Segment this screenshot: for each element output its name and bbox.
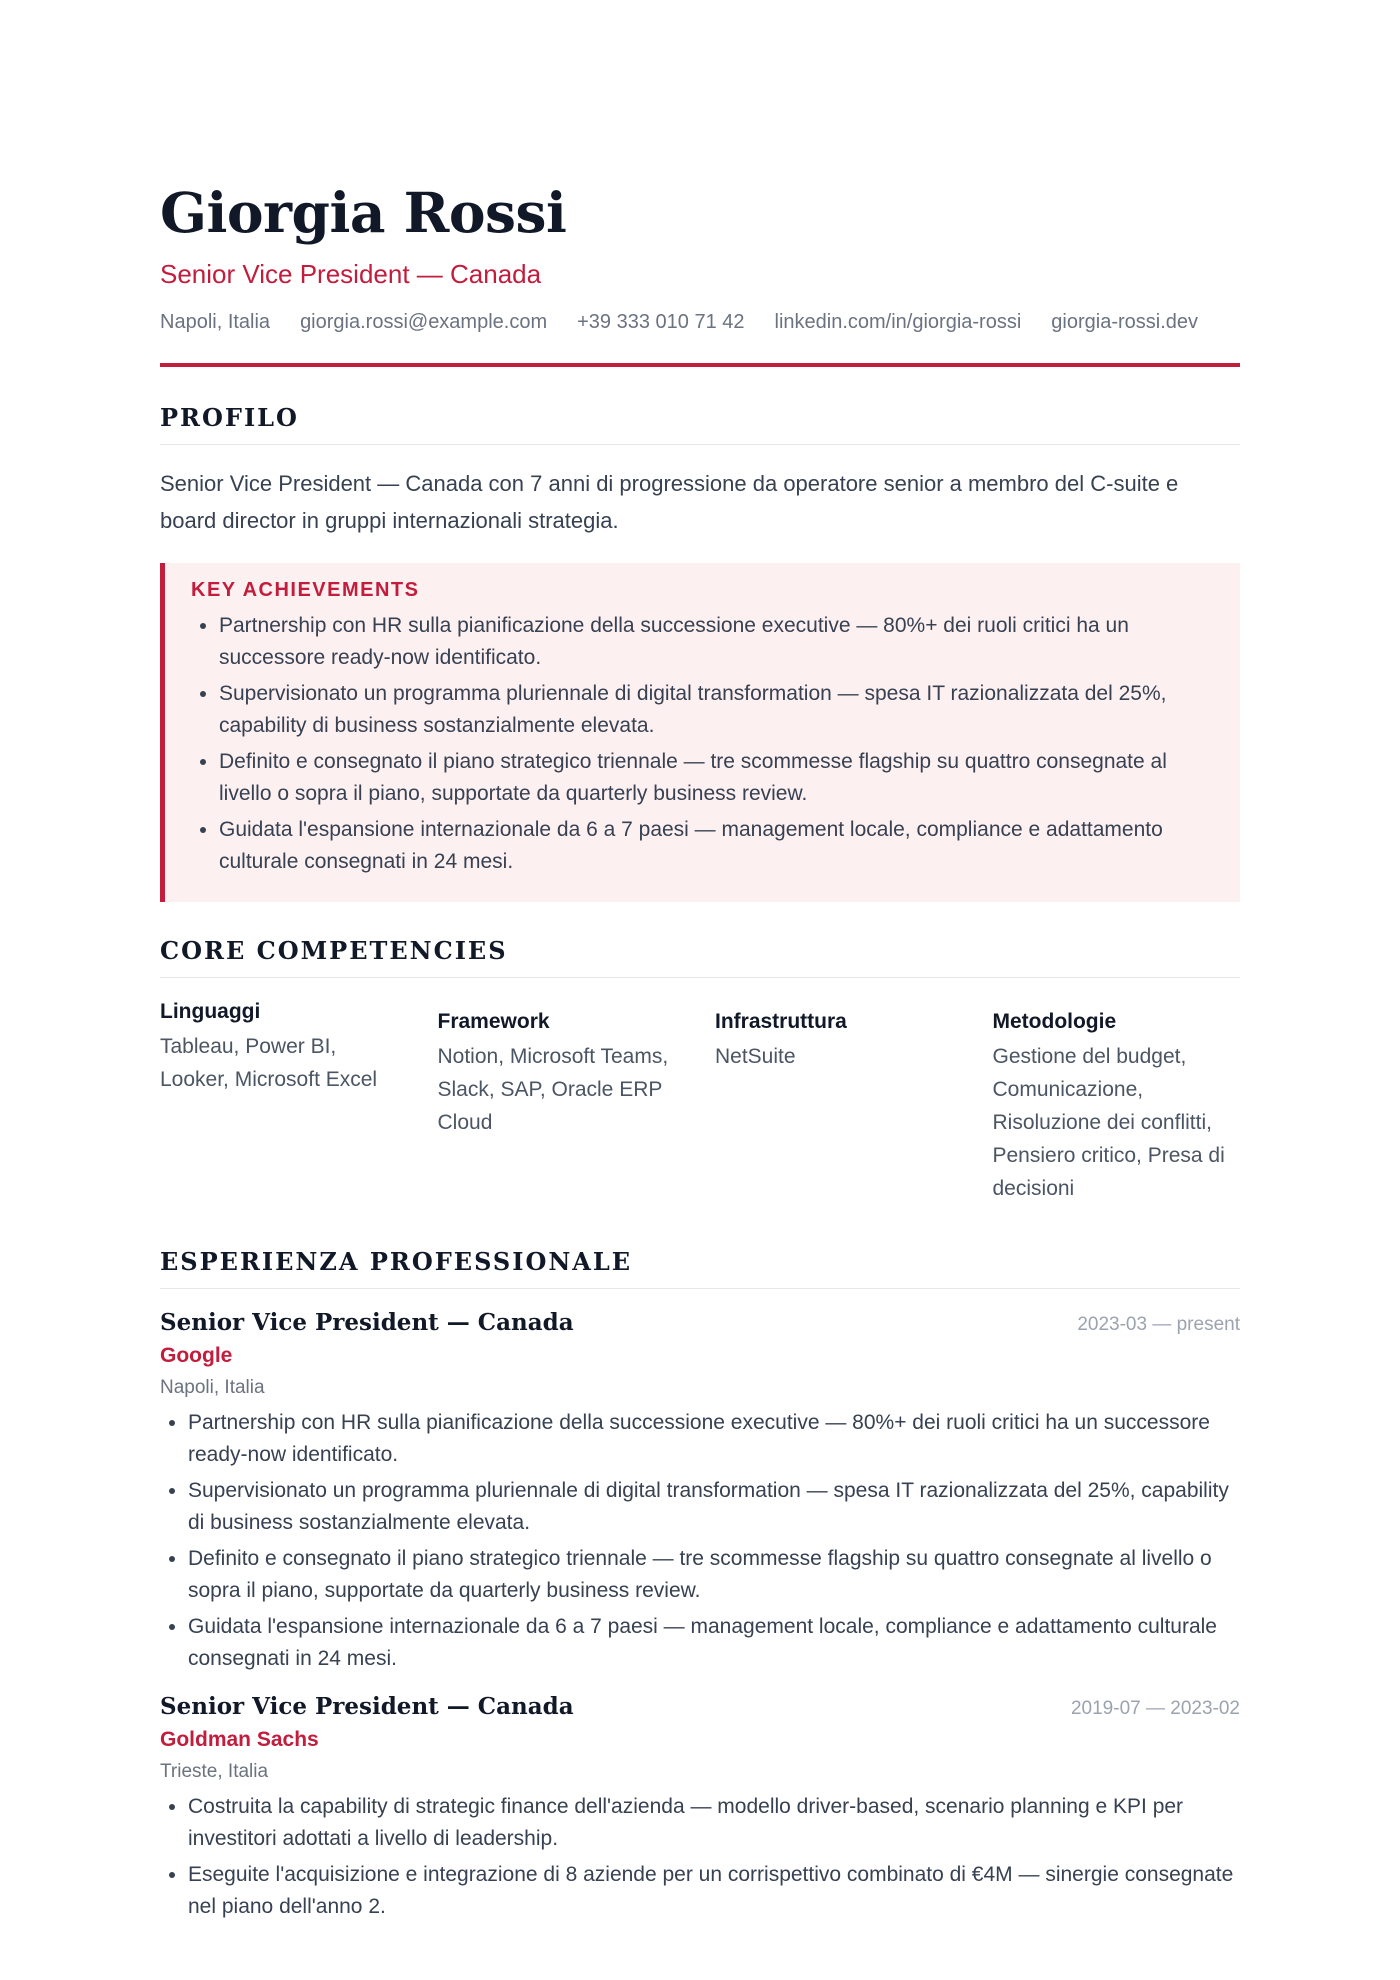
job-header bbox=[160, 1307, 1240, 1339]
resume-header bbox=[160, 180, 1240, 367]
candidate-name: Giorgia Rossi bbox=[160, 180, 567, 245]
competencies-grid bbox=[160, 996, 1240, 1205]
section-title-profile: PROFILO bbox=[160, 403, 1240, 445]
competency-items: NetSuite bbox=[715, 1045, 796, 1068]
competency-label: Linguaggi bbox=[160, 1000, 261, 1023]
candidate-headline: Senior Vice President — Canada bbox=[160, 259, 542, 289]
job-bullets bbox=[160, 1791, 1240, 1923]
contact-phone[interactable]: +39 333 010 71 42 bbox=[577, 311, 745, 333]
list-item: • Partnership con HR sulla pianificazione della successione executive — 80%+ dei ruoli critici ha un successore ready-now identificato. bbox=[188, 1407, 1240, 1471]
contact-bar bbox=[160, 310, 1240, 334]
job-entry bbox=[160, 1691, 1240, 1923]
competency-label: Framework bbox=[437, 1010, 550, 1033]
competency-group-infrastructure bbox=[715, 1006, 963, 1205]
job-dates: 2019-07 — 2023-02 bbox=[1070, 1698, 1240, 1719]
competency-items: Notion, Microsoft Teams, Slack, SAP, Oracle ERP Cloud bbox=[437, 1045, 669, 1134]
list-item: • Guidata l'espansione internazionale da 6 a 7 paesi — management locale, compliance e adattamento culturale consegnati in 24 mesi. bbox=[219, 814, 1214, 878]
list-item: • Supervisionato un programma pluriennale di digital transformation — spesa IT razionalizzata del 25%, capability di business sostanzialmente elevata. bbox=[188, 1475, 1240, 1539]
experience-section bbox=[160, 1247, 1240, 1923]
competencies-section bbox=[160, 936, 1240, 1205]
job-company: Goldman Sachs bbox=[160, 1728, 319, 1751]
key-achievements-box bbox=[160, 563, 1240, 902]
job-title: Senior Vice President — Canada bbox=[160, 1693, 574, 1720]
contact-linkedin[interactable]: linkedin.com/in/giorgia-rossi bbox=[774, 311, 1022, 333]
competency-label: Metodologie bbox=[992, 1010, 1117, 1033]
list-item: • Definito e consegnato il piano strategico triennale — tre scommesse flagship su quattro consegnate al livello o sopra il piano, supportate da quarterly business review. bbox=[219, 746, 1214, 810]
contact-location: Napoli, Italia bbox=[160, 311, 271, 333]
competency-group-languages bbox=[160, 996, 408, 1205]
job-title: Senior Vice President — Canada bbox=[160, 1309, 574, 1336]
section-title-competencies: CORE COMPETENCIES bbox=[160, 936, 1240, 978]
job-location: Napoli, Italia bbox=[160, 1377, 265, 1398]
contact-email[interactable]: giorgia.rossi@example.com bbox=[300, 311, 548, 333]
profile-summary: Senior Vice President — Canada con 7 anni di progressione da operatore senior a membro del C-suite e board director in gruppi internazionali strategia. bbox=[160, 471, 1179, 533]
competency-group-methodologies bbox=[993, 1006, 1241, 1205]
key-achievements-title: KEY ACHIEVEMENTS bbox=[191, 579, 420, 601]
job-bullets bbox=[160, 1407, 1240, 1675]
competency-items: Gestione del budget, Comunicazione, Risoluzione dei conflitti, Pensiero critico, Presa di decisioni bbox=[992, 1045, 1225, 1200]
section-title-experience: ESPERIENZA PROFESSIONALE bbox=[160, 1247, 1240, 1289]
list-item: • Eseguite l'acquisizione e integrazione di 8 aziende per un corrispettivo combinato di €4M — sinergie consegnate nel piano dell'anno 2. bbox=[188, 1859, 1240, 1923]
competency-items: Tableau, Power BI, Looker, Microsoft Excel bbox=[160, 1035, 378, 1091]
list-item: • Definito e consegnato il piano strategico triennale — tre scommesse flagship su quattro consegnate al livello o sopra il piano, supportate da quarterly business review. bbox=[188, 1543, 1240, 1607]
contact-website[interactable]: giorgia-rossi.dev bbox=[1051, 311, 1199, 333]
job-header bbox=[160, 1691, 1240, 1723]
job-company: Google bbox=[160, 1344, 233, 1367]
key-achievements-list bbox=[191, 610, 1214, 878]
list-item: • Supervisionato un programma pluriennale di digital transformation — spesa IT razionalizzata del 25%, capability di business sostanzialmente elevata. bbox=[219, 678, 1214, 742]
header-divider bbox=[160, 363, 1240, 367]
profile-section bbox=[160, 403, 1240, 902]
job-entry bbox=[160, 1307, 1240, 1675]
list-item: • Costruita la capability di strategic finance dell'azienda — modello driver-based, scenario planning e KPI per investitori adottati a livello di leadership. bbox=[188, 1791, 1240, 1855]
job-location: Trieste, Italia bbox=[160, 1761, 269, 1782]
job-dates: 2023-03 — present bbox=[1077, 1314, 1240, 1335]
competency-label: Infrastruttura bbox=[715, 1010, 847, 1033]
list-item: • Partnership con HR sulla pianificazione della successione executive — 80%+ dei ruoli critici ha un successore ready-now identificato. bbox=[219, 610, 1214, 674]
competency-group-frameworks bbox=[438, 1006, 686, 1205]
list-item: • Guidata l'espansione internazionale da 6 a 7 paesi — management locale, compliance e adattamento culturale consegnati in 24 mesi. bbox=[188, 1611, 1240, 1675]
